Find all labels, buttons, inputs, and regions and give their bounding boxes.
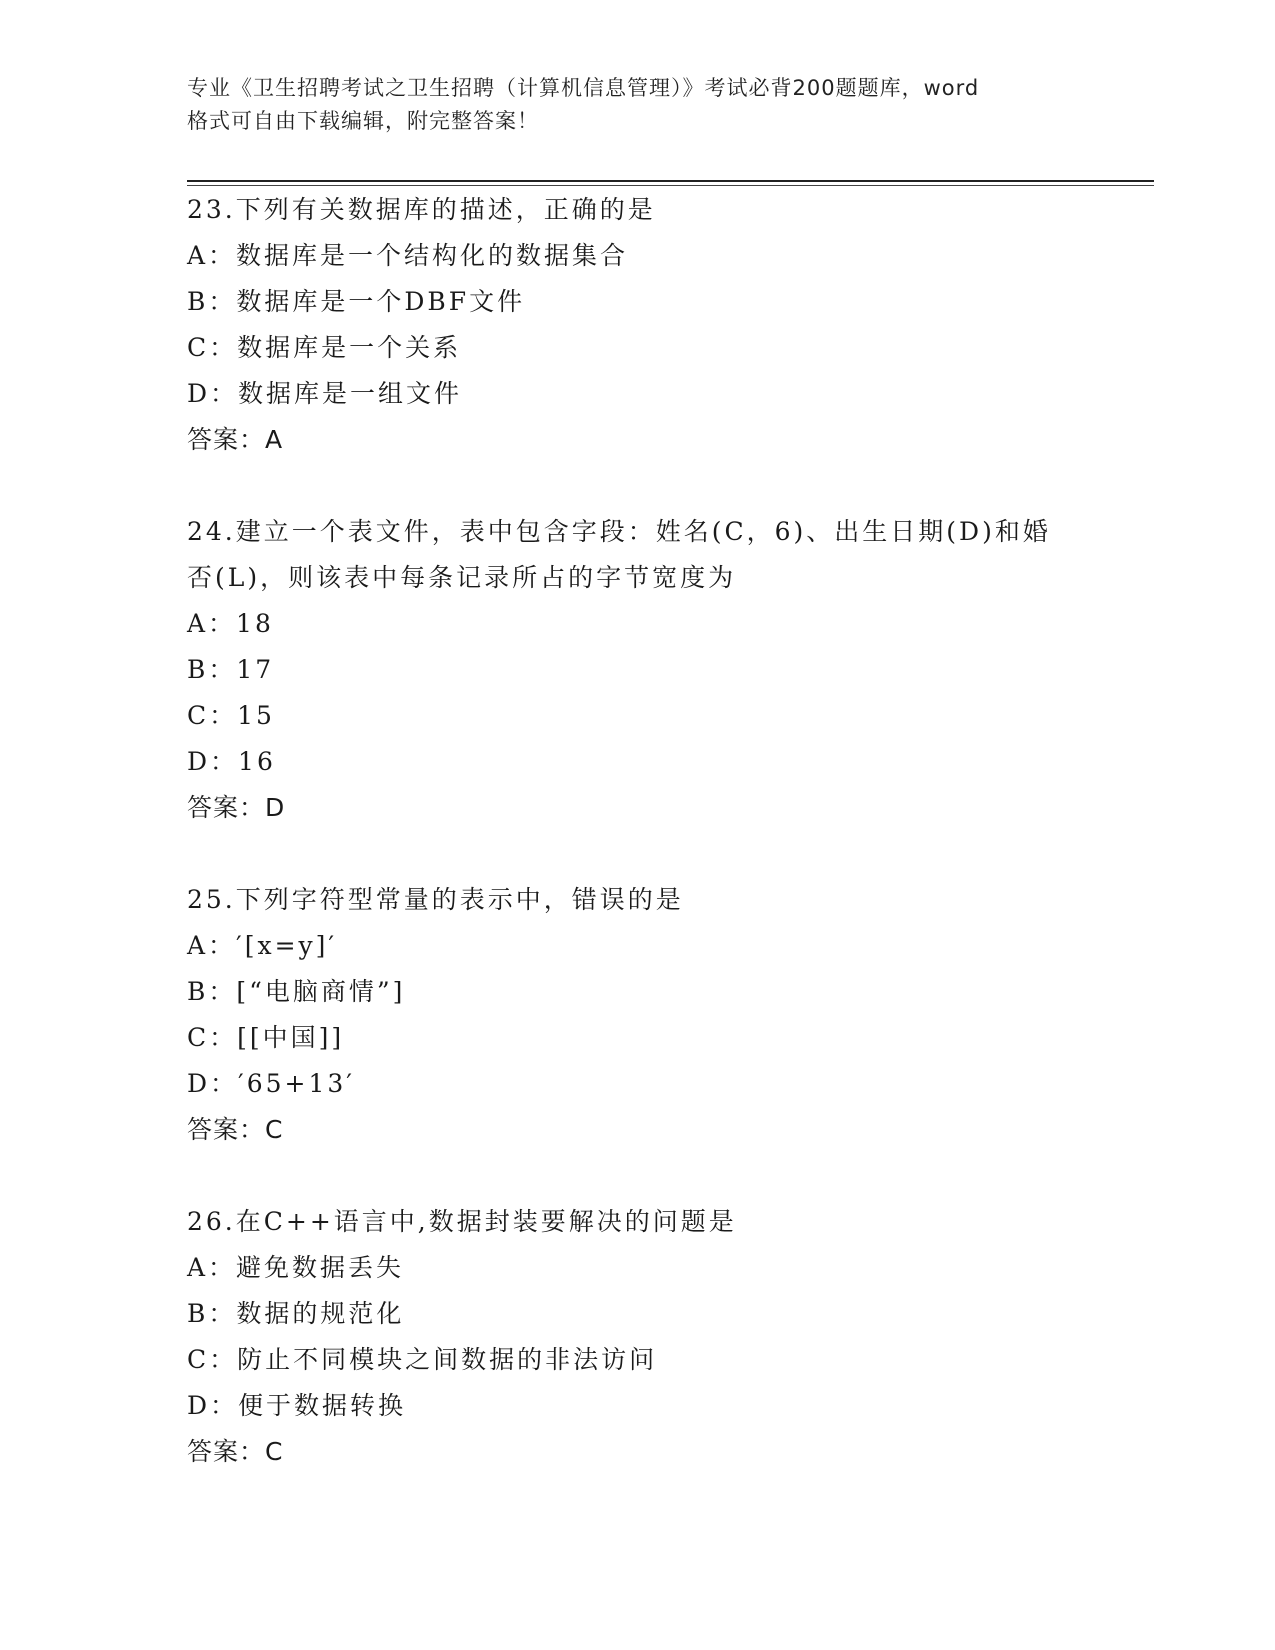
option-d: D：′65+13′ <box>187 1069 355 1098</box>
question-stem: 25.下列字符型常量的表示中，错误的是 <box>187 885 684 914</box>
option-a: A：′[x=y]′ <box>187 931 338 960</box>
header-divider-thick <box>187 180 1154 182</box>
answer-label: 答案：C <box>187 1437 284 1466</box>
option-d: D：16 <box>187 747 276 776</box>
question-stem: 23.下列有关数据库的描述，正确的是 <box>187 195 656 224</box>
option-a: A：18 <box>187 609 274 638</box>
option-c: C：[[中国]] <box>187 1023 345 1052</box>
question-26 <box>187 1199 1087 1475</box>
document-header <box>187 72 1087 138</box>
option-b: B：数据的规范化 <box>187 1299 405 1328</box>
option-c: C：防止不同模块之间数据的非法访问 <box>187 1345 658 1374</box>
question-stem: 24.建立一个表文件，表中包含字段：姓名(C，6)、出生日期(D)和婚否(L)，则该表中每条记录所占的字节宽度为 <box>187 517 1051 592</box>
question-list <box>187 187 1087 1521</box>
header-line-1: 专业《卫生招聘考试之卫生招聘（计算机信息管理）》考试必背200题题库，word <box>187 76 980 100</box>
option-d: D：便于数据转换 <box>187 1391 407 1420</box>
header-line-2: 格式可自由下载编辑，附完整答案！ <box>187 109 539 133</box>
option-d: D：数据库是一组文件 <box>187 379 463 408</box>
option-b: B：17 <box>187 655 275 684</box>
option-c: C：数据库是一个关系 <box>187 333 462 362</box>
question-24 <box>187 509 1087 831</box>
question-stem: 26.在C++语言中,数据封装要解决的问题是 <box>187 1207 737 1236</box>
option-a: A：数据库是一个结构化的数据集合 <box>187 241 629 270</box>
header-divider-thin <box>187 185 1154 186</box>
answer-label: 答案：C <box>187 1115 284 1144</box>
answer-label: 答案：A <box>187 425 284 454</box>
option-c: C：15 <box>187 701 275 730</box>
option-b: B：数据库是一个DBF文件 <box>187 287 526 316</box>
option-b: B：[“电脑商情”] <box>187 977 406 1006</box>
option-a: A：避免数据丢失 <box>187 1253 405 1282</box>
answer-label: 答案：D <box>187 793 286 822</box>
question-23 <box>187 187 1087 463</box>
question-25 <box>187 877 1087 1153</box>
